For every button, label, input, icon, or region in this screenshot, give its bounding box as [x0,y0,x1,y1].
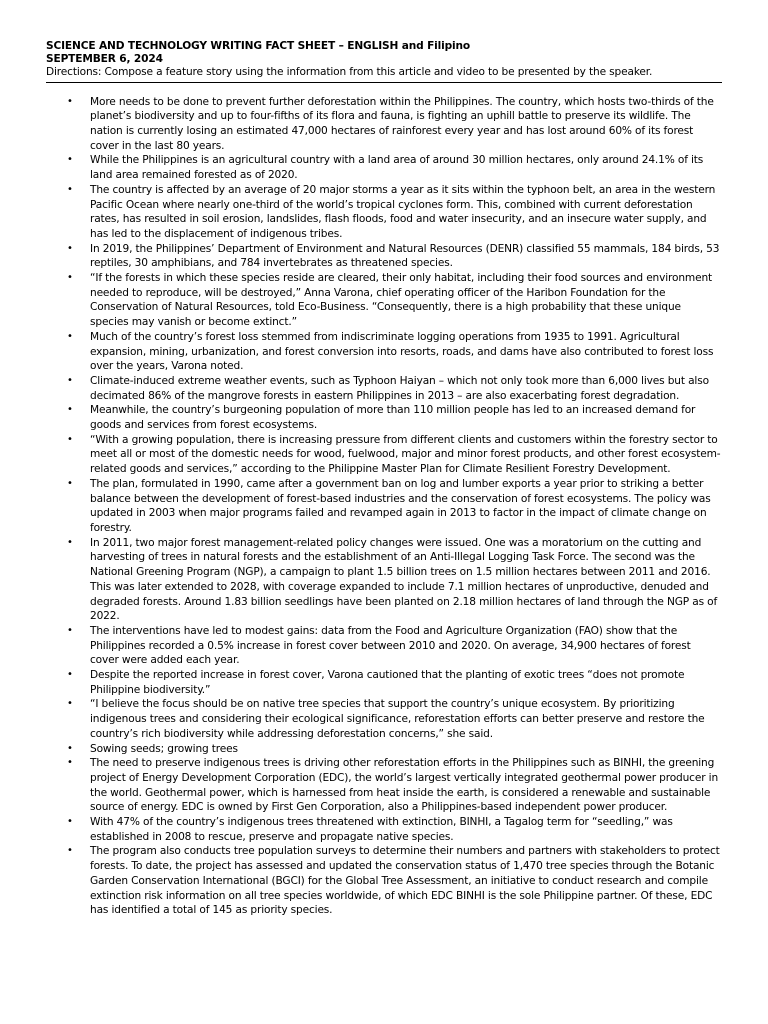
bullet-item [46,153,722,182]
bullet-text: The country is affected by an average of 20 major storms a year as it sits within the typhoon belt, an area in the western Pacific Ocean where nearly one-third of the world’s tropical cyclones form. This, combined with current deforestation rates, has resulted in soil erosion, landslides, flash floods, food and water insecurity, and an insecure water supply, and has led to the displacement of indigenous tribes. [90,183,716,240]
bullet-text: “If the forests in which these species reside are cleared, their only habitat, including their food sources and environment needed to reproduce, will be destroyed,” Anna Varona, chief operating officer of the Haribon Foundation for the Conservation of Natural Resources, told Eco-Business. “Consequently, there is a high probability that these unique species may vanish or become extinct.” [90,272,713,329]
bullet-icon: • [67,154,73,166]
bullet-text: Meanwhile, the country’s burgeoning population of more than 110 million people has led to an increased demand for goods and services from forest ecosystems. [90,404,696,432]
bullet-icon: • [67,242,73,254]
bullet-text: In 2011, two major forest management-related policy changes were issued. One was a moratorium on the cutting and harvesting of trees in natural forests and the establishment of an Anti-Illegal Logging Task Force. The second was the National Greening Program (NGP), a campaign to plant 1.5 billion trees on 1.5 million hectares between 2011 and 2016. This was later extended to 2028, with coverage expanded to include 7.1 million hectares of unproductive, denuded and degraded forests. Around 1.83 billion seedlings have been planted on 2.18 million hectares of land through the NGP as of 2022. [90,536,718,623]
bullet-icon: • [67,404,73,416]
document-header [46,40,722,83]
bullet-icon: • [67,742,73,754]
bullet-text: The program also conducts tree population surveys to determine their numbers and partners with stakeholders to protect forests. To date, the project has assessed and updated the conservation status of 1,470 tree species through the Botanic Garden Conservation International (BGCI) for the Global Tree Assessment, an initiative to conduct research and compile extinction risk information on all tree species worldwide, of which EDC BINHI is the sole Philippine partner. Of these, EDC has identified a total of 145 as priority species. [90,845,720,917]
document-date: SEPTEMBER 6, 2024 [46,53,163,66]
bullet-item [46,183,722,242]
bullet-item [46,433,722,477]
bullet-text: The interventions have led to modest gains: data from the Food and Agriculture Organization (FAO) show that the Philippines recorded a 0.5% increase in forest cover between 2010 and 2020. On average, 34,900 hectares of forest cover were added each year. [90,624,691,667]
bullet-item [46,668,722,697]
bullet-icon: • [67,433,73,445]
bullet-item [46,742,722,757]
bullet-icon: • [67,536,73,548]
bullet-item [46,624,722,668]
bullet-text: Climate-induced extreme weather events, such as Typhoon Haiyan – which not only took more than 6,000 lives but also decimated 86% of the mangrove forests in eastern Philippines in 2013 – are also exacerbating forest degradation. [90,374,709,402]
bullet-text: More needs to be done to prevent further deforestation within the Philippines. The country, which hosts two-thirds of the planet’s biodiversity and up to four-fifths of its flora and fauna, is fighting an uphill battle to preserve its wildlife. The nation is currently losing an estimated 47,000 hectares of rainforest every year and has lost around 60% of its forest cover in the last 80 years. [90,95,714,152]
bullet-icon: • [67,330,73,342]
bullet-item [46,374,722,403]
bullet-text: “I believe the focus should be on native tree species that support the country’s unique ecosystem. By prioritizing indigenous trees and considering their ecological significance, reforestation efforts can better preserve and restore the country’s rich biodiversity while addressing deforestation concerns,” she said. [90,698,705,740]
bullet-item [46,756,722,815]
bullet-icon: • [67,669,73,681]
bullet-item [46,697,722,741]
bullet-text: The plan, formulated in 1990, came after a government ban on log and lumber exports a year prior to striking a better balance between the development of forest-based industries and the conservation of forest ecosystems. The policy was updated in 2003 when major programs failed and revamped again in 2013 to factor in the impact of climate change on forestry. [90,477,711,534]
bullet-icon: • [67,698,73,710]
bullet-item [46,536,722,624]
bullet-item [46,815,722,844]
bullet-icon: • [67,95,73,107]
bullet-item [46,242,722,271]
document-title: SCIENCE AND TECHNOLOGY WRITING FACT SHEET – ENGLISH and Filipino [46,40,471,52]
bullet-icon: • [67,374,73,386]
bullet-item [46,403,722,432]
bullet-text: With 47% of the country’s indigenous trees threatened with extinction, BINHI, a Tagalog term for “seedling,” was established in 2008 to rescue, preserve and propagate native species. [90,816,673,843]
bullet-text: Sowing seeds; growing trees [90,742,238,755]
bullet-item [46,477,722,536]
bullet-icon: • [67,624,73,636]
bullet-item [46,271,722,330]
bullet-text: In 2019, the Philippines’ Department of Environment and Natural Resources (DENR) classified 55 mammals, 184 birds, 53 reptiles, 30 amphibians, and 784 invertebrates as threatened species. [90,242,720,270]
bullet-text: While the Philippines is an agricultural country with a land area of around 30 million hectares, only around 24.1% of its land area remained forested as of 2020. [90,154,704,182]
bullet-text: Much of the country’s forest loss stemmed from indiscriminate logging operations from 1935 to 1991. Agricultural expansion, mining, urbanization, and forest conversion into resorts, roads, and dams have also contributed to forest loss over the years, Varona noted. [90,330,714,373]
bullet-item [46,95,722,154]
bullet-text: “With a growing population, there is increasing pressure from different clients and customers within the forestry sector to meet all or most of the domestic needs for wood, fuelwood, major and minor forest products, and other forest ecosystem-related goods and services,” according to the Philippine Master Plan for Climate Resilient Forestry Development. [90,433,721,476]
directions-text: Directions: Compose a feature story using the information from this article and video to be presented by the speaker. [46,66,653,79]
bullet-text: The need to preserve indigenous trees is driving other reforestation efforts in the Philippines such as BINHI, the greening project of Energy Development Corporation (EDC), the world’s largest vertically integrated geothermal power producer in the world. Geothermal power, which is harnessed from heat inside the earth, is considered a renewable and sustainable source of energy. EDC is owned by First Gen Corporation, also a Philippines-based independent power producer. [90,757,719,814]
bullet-icon: • [67,477,73,489]
bullet-icon: • [67,816,73,828]
bullet-icon: • [67,845,73,857]
bullet-text: Despite the reported increase in forest cover, Varona cautioned that the planting of exotic trees “does not promote Philippine biodiversity.” [90,669,685,696]
bullet-icon: • [67,183,73,195]
bullet-icon: • [67,272,73,284]
bullet-item [46,330,722,374]
fact-bullet-list [46,95,722,918]
bullet-icon: • [67,757,73,769]
bullet-item [46,844,722,918]
